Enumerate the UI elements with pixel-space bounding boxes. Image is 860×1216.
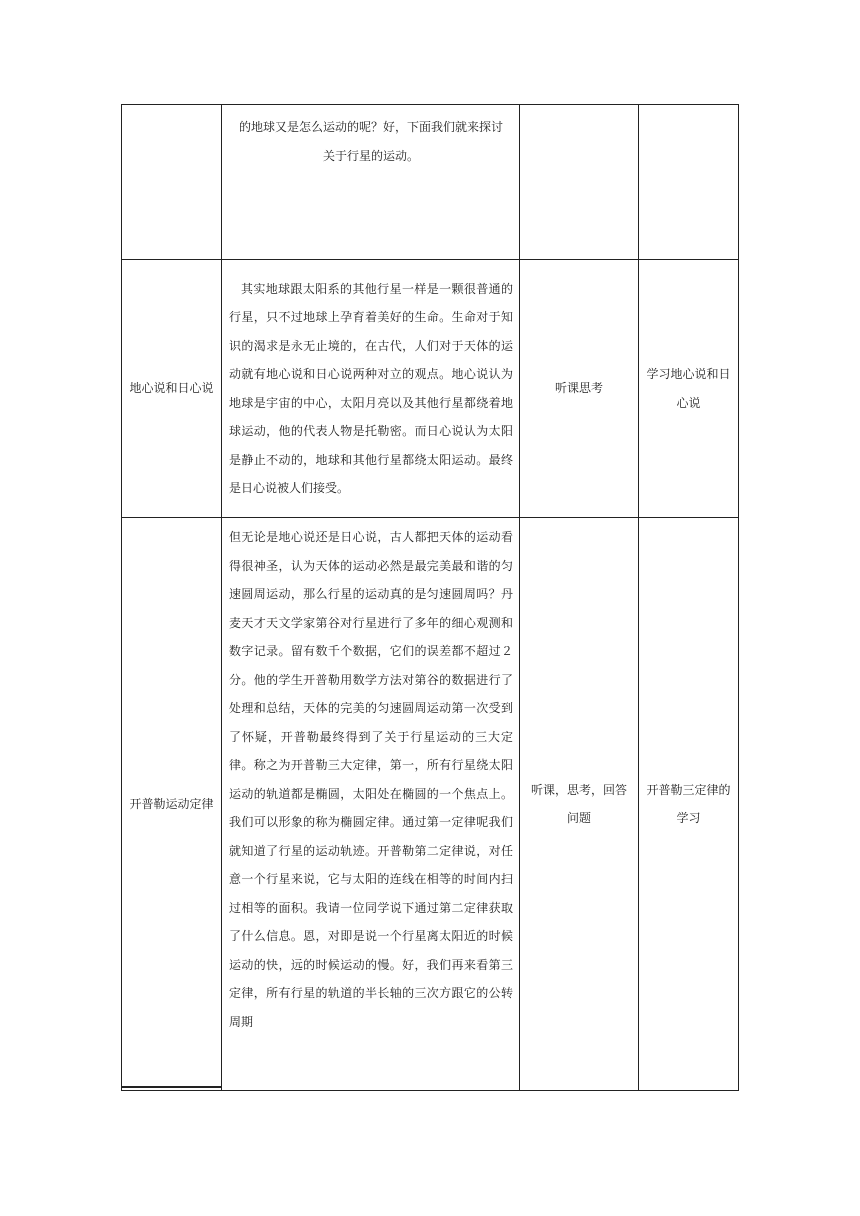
content-cell: 但无论是地心说还是日心说，古人都把天体的运动看得很神圣，认为天体的运动必然是最完美最和谐的匀速圆周运动，那么行星的运动真的是匀速圆周吗？丹麦天才天文学家第谷对行星进行了多年的细心观测和数字记录。留有数千个数据，它们的误差都不超过２分。他的学生开普勒用数学方法对第谷的数据进行了处理和总结，天体的完美的匀速圆周运动第一次受到了怀疑，开普勒最终得到了关于行星运动的三大定律。称之为开普勒三大定律，第一，所有行星绕太阳运动的轨道都是椭圆，太阳处在椭圆的一个焦点上。我们可以形象的称为椭圆定律。通过第一定律呢我们就知道了行星的运动轨迹。开普勒第二定律说，对任意一个行星来说，它与太阳的连线在相等的时间内扫过相等的面积。我请一位同学说下通过第二定律获取了什么信息。恩，对即是说一个行星离太阳近的时候运动的快，远的时候运动的慢。好，我们再来看第三定律，所有行星的轨道的半长轴的三次方跟它的公转周期	[222, 518, 520, 1091]
activity-cell	[520, 105, 639, 260]
content-cell: 其实地球跟太阳系的其他行星一样是一颗很普通的行星，只不过地球上孕育着美好的生命。生命对于知识的渴求是永无止境的，在古代，人们对于天体的运动就有地心说和日心说两种对立的观点。地心说认为地球是宇宙的中心，太阳月亮以及其他行星都绕着地球运动，他的代表人物是托勒密。而日心说认为太阳是静止不动的，地球和其他行星都绕太阳运动。最终是日心说被人们接受。	[222, 260, 520, 518]
table-bottom-edge	[121, 1086, 221, 1088]
table-row	[122, 518, 739, 1091]
lesson-plan-table	[121, 104, 739, 1091]
content-line: 的地球又是怎么运动的呢？好，下面我们就来探讨	[238, 120, 503, 134]
goal-cell: 学习地心说和日心说	[639, 260, 739, 518]
step-cell: 地心说和日心说	[122, 260, 222, 518]
step-cell: 开普勒运动定律	[122, 518, 222, 1091]
table-row	[122, 260, 739, 518]
table-row	[122, 105, 739, 260]
content-cell	[222, 105, 520, 260]
goal-cell: 开普勒三定律的学习	[639, 518, 739, 1091]
goal-cell	[639, 105, 739, 260]
step-cell	[122, 105, 222, 260]
activity-cell: 听课，思考，回答问题	[520, 518, 639, 1091]
content-line: 关于行星的运动。	[322, 148, 419, 163]
activity-cell: 听课思考	[520, 260, 639, 518]
